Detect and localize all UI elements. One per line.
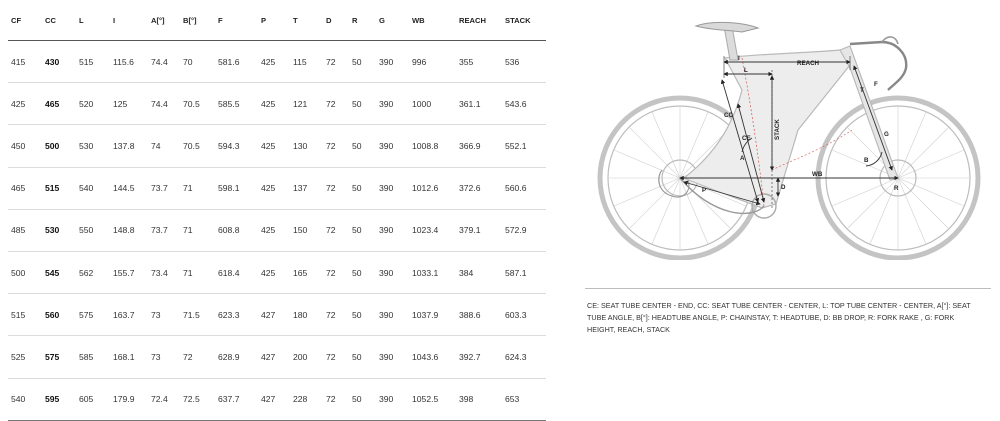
table-cell: 530 (76, 125, 110, 167)
table-cell: 515 (8, 294, 42, 336)
table-row (8, 251, 546, 293)
table-cell: 72 (323, 83, 349, 125)
table-cell: 144.5 (110, 167, 148, 209)
label-b: B (864, 157, 869, 164)
table-cell: 379.1 (456, 209, 502, 251)
table-cell: 384 (456, 251, 502, 293)
table-cell: 500 (42, 125, 76, 167)
column-header: B[°] (180, 0, 215, 41)
table-cell: 121 (290, 83, 323, 125)
table-cell: 390 (376, 336, 409, 378)
table-cell: 545 (42, 251, 76, 293)
table-cell: 515 (76, 41, 110, 83)
table-cell: 72.4 (148, 378, 180, 420)
table-cell: 125 (110, 83, 148, 125)
table-cell: 530 (42, 209, 76, 251)
table-cell: 1037.9 (409, 294, 456, 336)
table-row (8, 378, 546, 420)
label-p: P (702, 187, 707, 194)
table-cell: 71 (180, 251, 215, 293)
table-cell: 515 (42, 167, 76, 209)
column-header: CC (42, 0, 76, 41)
table-cell: 50 (349, 336, 376, 378)
table-row (8, 83, 546, 125)
table-cell: 575 (42, 336, 76, 378)
table-row (8, 209, 546, 251)
label-a: A (740, 155, 745, 162)
table-cell: 425 (258, 83, 290, 125)
table-cell: 228 (290, 378, 323, 420)
table-cell: 200 (290, 336, 323, 378)
table-cell: 50 (349, 294, 376, 336)
table-cell: 180 (290, 294, 323, 336)
column-header: WB (409, 0, 456, 41)
table-cell: 1043.6 (409, 336, 456, 378)
label-i: I (738, 55, 740, 62)
column-header: F (215, 0, 258, 41)
table-cell: 390 (376, 378, 409, 420)
table-cell: 70.5 (180, 83, 215, 125)
table-row (8, 125, 546, 167)
table-cell: 390 (376, 167, 409, 209)
table-cell: 595 (42, 378, 76, 420)
table-cell: 72 (323, 209, 349, 251)
table-row (8, 167, 546, 209)
table-cell: 137 (290, 167, 323, 209)
table-cell: 594.3 (215, 125, 258, 167)
table-cell: 72 (323, 251, 349, 293)
table-row (8, 294, 546, 336)
geometry-table (8, 0, 546, 421)
label-g: G (884, 131, 889, 138)
column-header: STACK (502, 0, 546, 41)
table-cell: 427 (258, 378, 290, 420)
table-cell: 536 (502, 41, 546, 83)
table-cell: 1052.5 (409, 378, 456, 420)
table-cell: 50 (349, 125, 376, 167)
table-header-row (8, 0, 546, 41)
table-cell: 168.1 (110, 336, 148, 378)
table-cell: 1033.1 (409, 251, 456, 293)
table-cell: 390 (376, 125, 409, 167)
label-f: F (874, 81, 878, 88)
column-header: D (323, 0, 349, 41)
table-cell: 372.6 (456, 167, 502, 209)
table-cell: 637.7 (215, 378, 258, 420)
table-cell: 74.4 (148, 83, 180, 125)
table-cell: 71 (180, 209, 215, 251)
table-cell: 155.7 (110, 251, 148, 293)
table-cell: 392.7 (456, 336, 502, 378)
table-cell: 163.7 (110, 294, 148, 336)
table-cell: 465 (42, 83, 76, 125)
table-cell: 73.7 (148, 167, 180, 209)
table-cell: 425 (258, 251, 290, 293)
table-cell: 50 (349, 378, 376, 420)
table-cell: 130 (290, 125, 323, 167)
label-t: T (860, 87, 864, 94)
label-d: D (781, 184, 786, 191)
table-cell: 361.1 (456, 83, 502, 125)
column-header: A[°] (148, 0, 180, 41)
table-cell: 390 (376, 209, 409, 251)
table-cell: 50 (349, 167, 376, 209)
table-cell: 50 (349, 83, 376, 125)
table-cell: 73 (148, 294, 180, 336)
table-cell: 562 (76, 251, 110, 293)
table-cell: 72 (323, 294, 349, 336)
table-cell: 390 (376, 83, 409, 125)
table-cell: 618.4 (215, 251, 258, 293)
table-row (8, 41, 546, 83)
table-cell: 485 (8, 209, 42, 251)
column-header: P (258, 0, 290, 41)
table-cell: 115 (290, 41, 323, 83)
column-header: R (349, 0, 376, 41)
table-cell: 73.4 (148, 251, 180, 293)
table-cell: 73.7 (148, 209, 180, 251)
table-cell: 500 (8, 251, 42, 293)
label-stack: STACK (774, 119, 781, 140)
table-cell: 653 (502, 378, 546, 420)
table-cell: 137.8 (110, 125, 148, 167)
table-cell: 540 (8, 378, 42, 420)
table-cell: 587.1 (502, 251, 546, 293)
table-cell: 598.1 (215, 167, 258, 209)
table-cell: 450 (8, 125, 42, 167)
table-cell: 608.8 (215, 209, 258, 251)
table-cell: 390 (376, 41, 409, 83)
table-cell: 70 (180, 41, 215, 83)
table-cell: 50 (349, 41, 376, 83)
table-cell: 71.5 (180, 294, 215, 336)
table-cell: 425 (258, 209, 290, 251)
table-cell: 72.5 (180, 378, 215, 420)
bike-geometry-diagram (592, 20, 988, 260)
table-cell: 1012.6 (409, 167, 456, 209)
table-cell: 624.3 (502, 336, 546, 378)
table-cell: 550 (76, 209, 110, 251)
table-cell: 398 (456, 378, 502, 420)
table-cell: 72 (323, 336, 349, 378)
table-cell: 465 (8, 167, 42, 209)
table-cell: 415 (8, 41, 42, 83)
table-cell: 355 (456, 41, 502, 83)
table-cell: 366.9 (456, 125, 502, 167)
table-cell: 425 (8, 83, 42, 125)
table-cell: 50 (349, 251, 376, 293)
table-cell: 150 (290, 209, 323, 251)
table-cell: 572.9 (502, 209, 546, 251)
table-cell: 115.6 (110, 41, 148, 83)
table-cell: 560 (42, 294, 76, 336)
column-header: REACH (456, 0, 502, 41)
table-cell: 388.6 (456, 294, 502, 336)
table-cell: 390 (376, 251, 409, 293)
table-cell: 72 (323, 378, 349, 420)
table-cell: 71 (180, 167, 215, 209)
table-cell: 1008.8 (409, 125, 456, 167)
table-cell: 623.3 (215, 294, 258, 336)
table-cell: 73 (148, 336, 180, 378)
table-cell: 585 (76, 336, 110, 378)
table-cell: 628.9 (215, 336, 258, 378)
column-header: L (76, 0, 110, 41)
geometry-legend: CE: SEAT TUBE CENTER - END, CC: SEAT TUBE CENTER - CENTER, L: TOP TUBE CENTER - CENTER, A[°]: SEAT TUBE ANGLE, B[°]: HEADTUBE ANGLE, P: CHAINSTAY, T: HEADTUBE, D: BB DROP, R: FORK RAKE , G: FORK HEIGHT, REACH, STACK (587, 301, 971, 334)
table-cell: 74.4 (148, 41, 180, 83)
table-cell: 560.6 (502, 167, 546, 209)
column-header: G (376, 0, 409, 41)
table-cell: 74 (148, 125, 180, 167)
label-l: L (744, 67, 748, 74)
table-cell: 552.1 (502, 125, 546, 167)
table-cell: 1000 (409, 83, 456, 125)
label-wb: WB (812, 171, 823, 178)
table-cell: 165 (290, 251, 323, 293)
table-cell: 72 (180, 336, 215, 378)
column-header: I (110, 0, 148, 41)
table-cell: 425 (258, 41, 290, 83)
table-cell: 148.8 (110, 209, 148, 251)
table-cell: 525 (8, 336, 42, 378)
table-cell: 50 (349, 209, 376, 251)
label-cc: CC (724, 112, 733, 119)
table-cell: 72 (323, 167, 349, 209)
table-cell: 581.6 (215, 41, 258, 83)
table-cell: 520 (76, 83, 110, 125)
legend-divider (585, 288, 991, 289)
column-header: CF (8, 0, 42, 41)
label-r: R (894, 185, 899, 192)
table-cell: 430 (42, 41, 76, 83)
table-cell: 605 (76, 378, 110, 420)
label-reach: REACH (797, 60, 820, 67)
table-cell: 72 (323, 125, 349, 167)
table-cell: 540 (76, 167, 110, 209)
table-cell: 996 (409, 41, 456, 83)
column-header: T (290, 0, 323, 41)
table-cell: 425 (258, 167, 290, 209)
table-cell: 427 (258, 294, 290, 336)
label-ce: CE (742, 135, 751, 142)
table-cell: 585.5 (215, 83, 258, 125)
table-cell: 427 (258, 336, 290, 378)
table-cell: 72 (323, 41, 349, 83)
table-cell: 425 (258, 125, 290, 167)
table-cell: 603.3 (502, 294, 546, 336)
table-cell: 390 (376, 294, 409, 336)
table-cell: 543.6 (502, 83, 546, 125)
table-cell: 1023.4 (409, 209, 456, 251)
table-cell: 575 (76, 294, 110, 336)
table-row (8, 336, 546, 378)
table-cell: 70.5 (180, 125, 215, 167)
table-cell: 179.9 (110, 378, 148, 420)
table-body (8, 41, 546, 421)
